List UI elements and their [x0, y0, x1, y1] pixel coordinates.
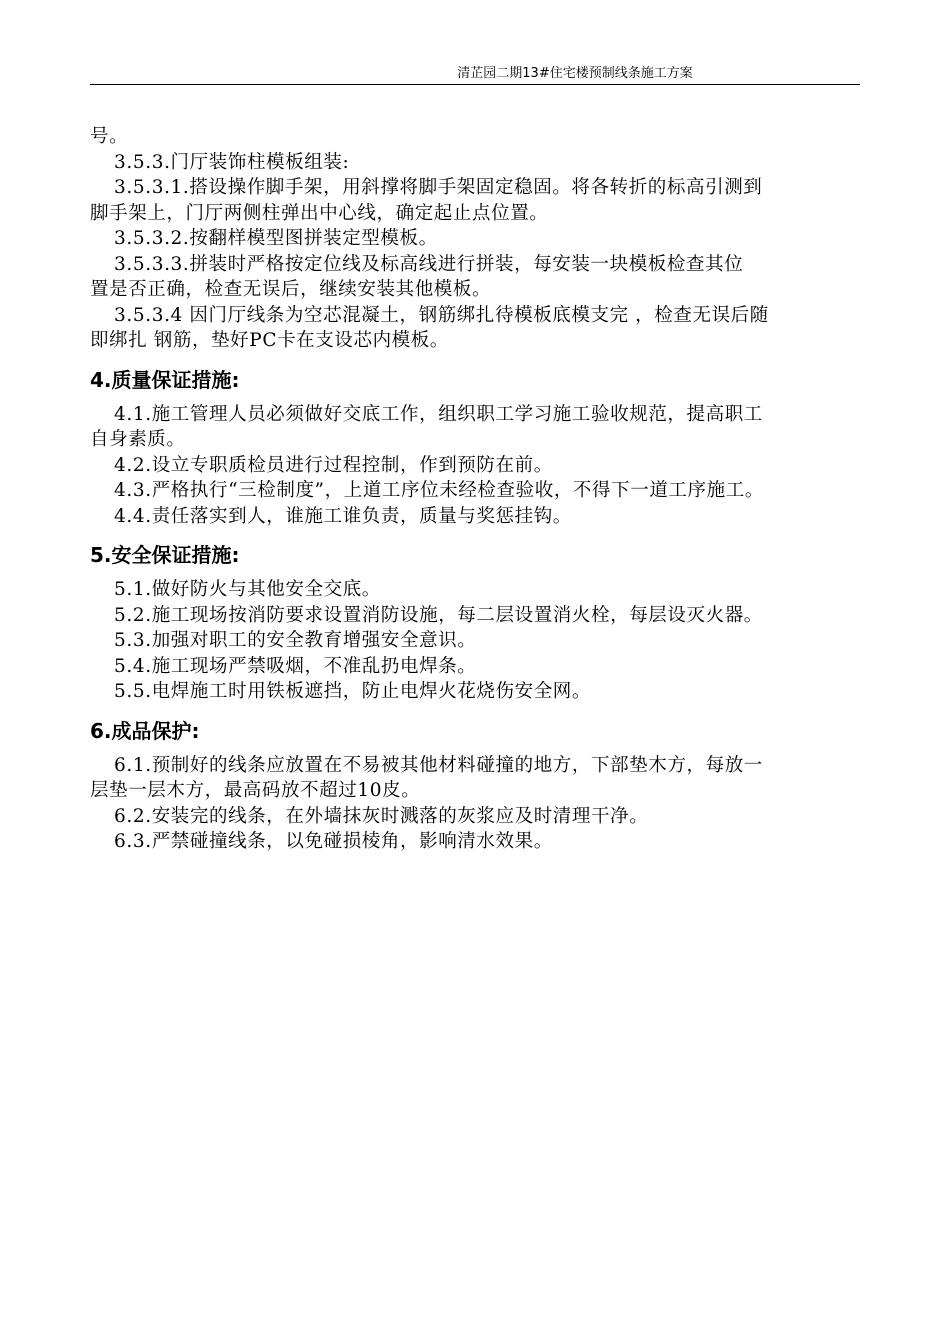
paragraph-line: 6.2.安装完的线条，在外墙抹灰时溅落的灰浆应及时清理干净。	[114, 805, 649, 827]
paragraph-line: 6.3.严禁碰撞线条，以免碰损棱角，影响清水效果。	[114, 831, 553, 852]
section-heading: 5.安全保证措施:	[90, 543, 240, 567]
header-rule	[90, 84, 860, 85]
paragraph-line: 置是否正确，检查无误后，继续安装其他模板。	[90, 279, 492, 300]
paragraph-line: 5.1.做好防火与其他安全交底。	[114, 579, 381, 600]
section-block	[90, 368, 862, 530]
section-block	[90, 719, 862, 855]
paragraph-line: 4.2.设立专职质检员进行过程控制，作到预防在前。	[114, 454, 553, 476]
section-heading: 4.质量保证措施:	[90, 367, 240, 392]
paragraph-line: 5.2.施工现场按消防要求设置消防设施，每二层设置消火栓，每层设灭火器。	[114, 604, 763, 626]
paragraph-line: 3.5.3.3.拼装时严格按定位线及标高线进行拼装，每安装一块模板检查其位	[114, 253, 744, 275]
paragraph-line: 4.3.严格执行“三检制度”，上道工序位未经检查验收，不得下一道工序施工。	[114, 480, 764, 501]
paragraph-line: 5.4.施工现场严禁吸烟，不准乱扔电焊条。	[114, 655, 477, 677]
section-heading: 6.成品保护:	[90, 718, 200, 743]
paragraph-line: 即绑扎 钢筋，垫好PC卡在支设芯内模板。	[90, 330, 449, 351]
paragraph-line: 6.1.预制好的线条应放置在不易被其他材料碰撞的地方，下部垫木方，每放一	[114, 754, 763, 776]
document-body	[90, 124, 862, 855]
paragraph-line: 脚手架上，门厅两侧柱弹出中心线，确定起止点位置。	[90, 202, 549, 224]
paragraph-line: 自身素质。	[90, 429, 186, 450]
sections-container	[90, 368, 862, 855]
section-block	[90, 543, 862, 705]
intro-block	[90, 124, 862, 354]
page-header	[90, 66, 860, 82]
paragraph-line: 3.5.3.门厅装饰柱模板组装:	[114, 151, 350, 173]
paragraph-line: 4.1.施工管理人员必须做好交底工作，组织职工学习施工验收规范，提高职工	[114, 403, 763, 425]
paragraph-line: 3.5.3.4 因门厅线条为空芯混凝土，钢筋绑扎待模板底模支完 ，检查无误后随	[114, 304, 769, 326]
paragraph-line: 4.4.责任落实到人，谁施工谁负责，质量与奖惩挂钩。	[114, 505, 572, 527]
paragraph-line: 5.3.加强对职工的安全教育增强安全意识。	[114, 630, 477, 651]
paragraph-line: 5.5.电焊施工时用铁板遮挡，防止电焊火花烧伤安全网。	[114, 681, 592, 702]
paragraph-line: 层垫一层木方，最高码放不超过10皮。	[90, 780, 421, 801]
paragraph-line: 3.5.3.1.搭设操作脚手架，用斜撑将脚手架固定稳固。将各转折的标高引测到	[114, 177, 763, 198]
paragraph-line: 号。	[90, 126, 129, 147]
paragraph-line: 3.5.3.2.按翻样模型图拼装定型模板。	[114, 228, 438, 249]
header-title: 清芷园二期13#住宅楼预制线条施工方案	[457, 66, 693, 81]
